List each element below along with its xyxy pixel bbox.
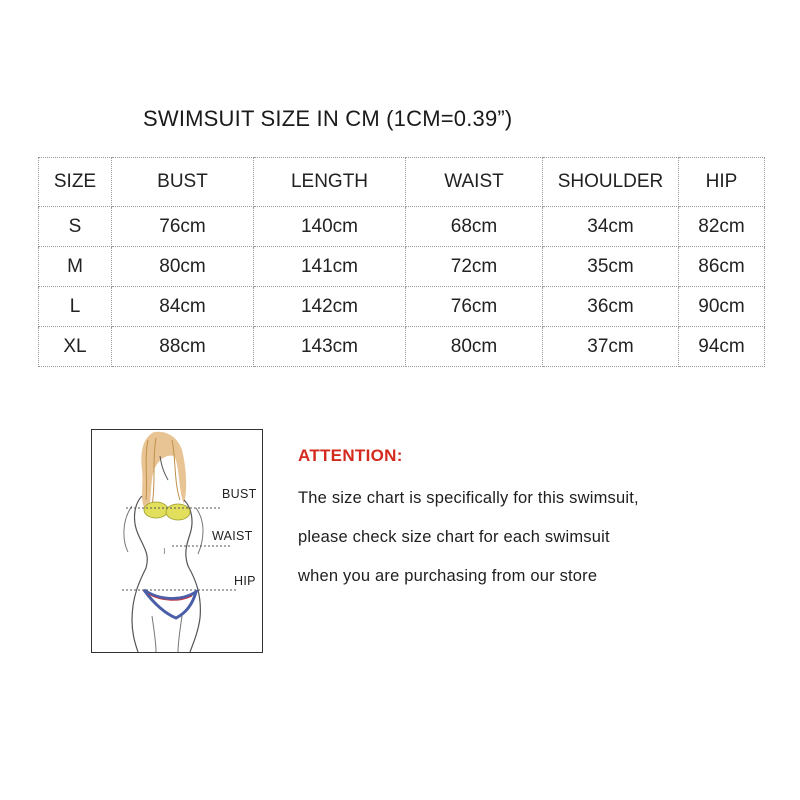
cell-size: L — [39, 287, 112, 327]
bikini-bottom — [144, 590, 196, 618]
table-row — [39, 287, 765, 327]
cell-bust: 88cm — [112, 327, 254, 367]
measurement-figure — [91, 429, 263, 653]
cell-hip: 90cm — [679, 287, 765, 327]
header-bust: BUST — [112, 158, 254, 207]
header-waist: WAIST — [406, 158, 543, 207]
attention-line-3: when you are purchasing from our store — [298, 567, 598, 585]
cell-length: 142cm — [254, 287, 406, 327]
cell-shoulder: 36cm — [543, 287, 679, 327]
attention-line-2: please check size chart for each swimsuit — [298, 528, 610, 546]
header-shoulder: SHOULDER — [543, 158, 679, 207]
cell-size: S — [39, 207, 112, 247]
cell-size: XL — [39, 327, 112, 367]
table-row — [39, 327, 765, 367]
cell-length: 143cm — [254, 327, 406, 367]
cell-shoulder: 35cm — [543, 247, 679, 287]
header-size: SIZE — [39, 158, 112, 207]
size-chart-table — [38, 157, 765, 367]
cell-waist: 76cm — [406, 287, 543, 327]
cell-hip: 86cm — [679, 247, 765, 287]
cell-size: M — [39, 247, 112, 287]
bikini-top-right — [166, 504, 190, 520]
table-header-row — [39, 158, 765, 207]
bust-label: BUST — [222, 487, 257, 501]
cell-hip: 94cm — [679, 327, 765, 367]
table-row — [39, 247, 765, 287]
attention-line-1: The size chart is specifically for this swimsuit, — [298, 489, 639, 507]
cell-hip: 82cm — [679, 207, 765, 247]
page-title: SWIMSUIT SIZE IN CM (1CM=0.39”) — [143, 106, 513, 131]
attention-heading: ATTENTION: — [298, 446, 403, 465]
waist-label: WAIST — [212, 529, 253, 543]
bikini-top-left — [144, 502, 168, 518]
cell-shoulder: 37cm — [543, 327, 679, 367]
cell-bust: 80cm — [112, 247, 254, 287]
cell-length: 141cm — [254, 247, 406, 287]
table-row — [39, 207, 765, 247]
header-length: LENGTH — [254, 158, 406, 207]
cell-bust: 76cm — [112, 207, 254, 247]
hip-label: HIP — [234, 574, 256, 588]
cell-shoulder: 34cm — [543, 207, 679, 247]
cell-waist: 68cm — [406, 207, 543, 247]
cell-length: 140cm — [254, 207, 406, 247]
cell-waist: 80cm — [406, 327, 543, 367]
cell-bust: 84cm — [112, 287, 254, 327]
cell-waist: 72cm — [406, 247, 543, 287]
header-hip: HIP — [679, 158, 765, 207]
